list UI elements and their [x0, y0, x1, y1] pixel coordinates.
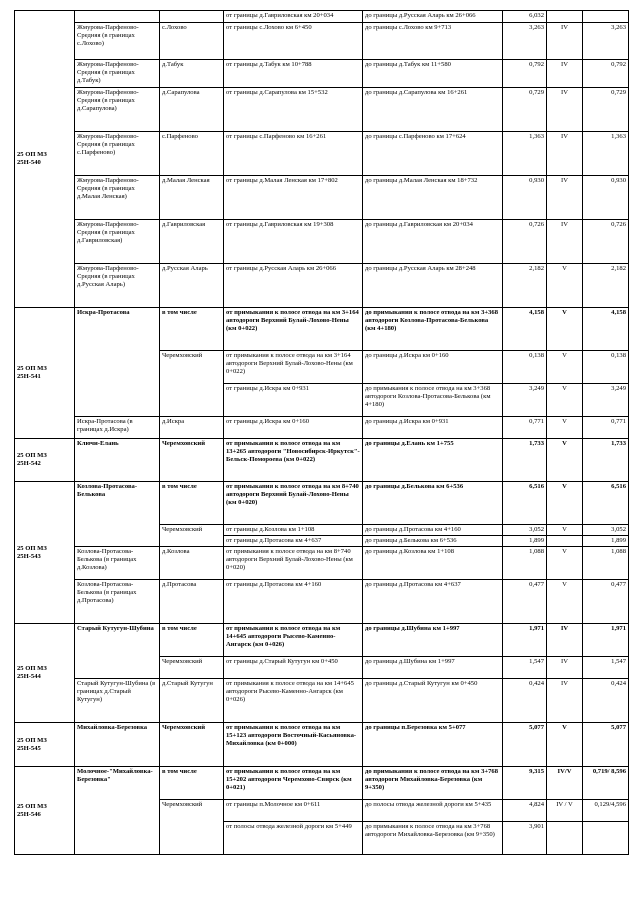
from-point-cell: от границы д.Искра км 0+160 [224, 417, 363, 439]
category-length-cell: 0,930 [583, 176, 629, 220]
category-cell: IV [547, 679, 583, 723]
table-row [15, 11, 629, 23]
to-point-cell: до границы д.Русская Аларь км 28+248 [363, 264, 503, 308]
table-row [15, 767, 629, 800]
settlement-cell: в том числе [160, 308, 224, 351]
table-row [15, 624, 629, 657]
road-name-cell: Жмурова-Парфеново-Средняя (в границах д.Малая Ленская) [75, 176, 160, 220]
category-cell: V [547, 580, 583, 624]
settlement-cell: с.Парфеново [160, 132, 224, 176]
to-point-cell: до примыкания к полосе отвода на км 3+368 автодороги Козлова-Протасова-Белькова (км 4+180) [363, 384, 503, 417]
category-length-cell: 0,792 [583, 60, 629, 88]
settlement-cell: д.Русская Аларь [160, 264, 224, 308]
from-point-cell: от примыкания к полосе отвода на км 14+645 автодороги Рысево-Каменно-Ангарск (км 0+026) [224, 679, 363, 723]
category-cell [547, 822, 583, 855]
settlement-cell: д.Протасова [160, 580, 224, 624]
from-point-cell: от примыкания к полосе отвода на км 14+645 автодороги Рысево-Каменно-Ангарск (км 0+026) [224, 624, 363, 657]
length-cell: 1,899 [503, 536, 547, 547]
table-row [15, 547, 629, 580]
table-row [15, 308, 629, 351]
table-row [15, 220, 629, 264]
settlement-cell: Черемховский [160, 439, 224, 482]
to-point-cell: до границы п.Березовка км 5+077 [363, 723, 503, 767]
from-point-cell: от примыкания к полосе отвода на км 3+164 автодороги Верхний Булай-Лохово-Нены (км 0+022) [224, 308, 363, 351]
category-cell: IV/V [547, 767, 583, 800]
to-point-cell: до границы с.Парфеново км 17+624 [363, 132, 503, 176]
from-point-cell: от примыкания к полосе отвода на км 15+202 автодороги Черемхово-Свирск (км 0+021) [224, 767, 363, 800]
to-point-cell: до примыкания к полосе отвода на км 3+368 автодороги Козлова-Протасова-Белькова (км 4+180) [363, 308, 503, 351]
to-point-cell: до границы с.Лохово км 9+713 [363, 23, 503, 60]
from-point-cell: от границы д.Козлова км 1+108 [224, 525, 363, 536]
category-cell: V [547, 439, 583, 482]
road-name-cell: Жмурова-Парфеново-Средняя (в границах с.Лохово) [75, 23, 160, 60]
road-code-cell: 25 ОП МЗ 25Н-543 [15, 482, 75, 624]
length-cell: 4,158 [503, 308, 547, 351]
category-length-cell: 3,263 [583, 23, 629, 60]
from-point-cell: от границы д.Русская Аларь км 26+066 [224, 264, 363, 308]
to-point-cell: до примыкания к полосе отвода на км 3+768 автодороги Михайловка-Березовка (км 9+350) [363, 822, 503, 855]
length-cell: 0,477 [503, 580, 547, 624]
settlement-cell: д.Малая Ленская [160, 176, 224, 220]
road-name-cell: Михайловка-Березовка [75, 723, 160, 767]
length-cell: 1,547 [503, 657, 547, 679]
settlement-cell: в том числе [160, 767, 224, 800]
category-cell: V [547, 482, 583, 525]
road-code-cell: 25 ОП МЗ 25Н-541 [15, 308, 75, 439]
length-cell: 9,315 [503, 767, 547, 800]
table-row [15, 723, 629, 767]
table-row [15, 439, 629, 482]
category-cell: V [547, 308, 583, 351]
from-point-cell: от границы д.Табук км 10+788 [224, 60, 363, 88]
table-row [15, 60, 629, 88]
settlement-cell: в том числе [160, 624, 224, 657]
to-point-cell: до границы д.Русская Аларь км 26+066 [363, 11, 503, 23]
category-length-cell: 2,182 [583, 264, 629, 308]
length-cell: 1,971 [503, 624, 547, 657]
road-code-cell: 25 ОП МЗ 25Н-544 [15, 624, 75, 723]
category-cell: IV [547, 60, 583, 88]
from-point-cell: от примыкания к полосе отвода на км 3+164 автодороги Верхний Булай-Лохово-Нены (км 0+022) [224, 351, 363, 384]
settlement-cell: д.Табук [160, 60, 224, 88]
table-row [15, 417, 629, 439]
category-length-cell: 1,363 [583, 132, 629, 176]
to-point-cell: до границы д.Табук км 11+580 [363, 60, 503, 88]
category-length-cell: 3,249 [583, 384, 629, 417]
table-row [15, 176, 629, 220]
from-point-cell: от примыкания к полосе отвода на км 15+123 автодороги Восточный-Касьяновка-Михайловка (км 0+000) [224, 723, 363, 767]
category-length-cell [583, 11, 629, 23]
category-cell: IV [547, 220, 583, 264]
category-length-cell [583, 822, 629, 855]
length-cell: 1,088 [503, 547, 547, 580]
category-cell: V [547, 525, 583, 536]
settlement-cell: Черемховский [160, 723, 224, 767]
length-cell: 0,930 [503, 176, 547, 220]
length-cell: 0,138 [503, 351, 547, 384]
length-cell: 3,901 [503, 822, 547, 855]
to-point-cell: до границы д.Козлова км 1+108 [363, 547, 503, 580]
length-cell: 2,182 [503, 264, 547, 308]
category-cell: IV [547, 657, 583, 679]
from-point-cell: от границы д.Гавриловская км 20+034 [224, 11, 363, 23]
category-length-cell: 0,771 [583, 417, 629, 439]
road-name-cell: Козлова-Протасова-Белькова (в границах д.Козлова) [75, 547, 160, 580]
road-name-cell: Жмурова-Парфеново-Средняя (в границах с.Парфеново) [75, 132, 160, 176]
category-length-cell: 1,971 [583, 624, 629, 657]
from-point-cell: от границы с.Парфеново км 16+261 [224, 132, 363, 176]
length-cell: 1,363 [503, 132, 547, 176]
length-cell: 0,771 [503, 417, 547, 439]
from-point-cell: от границы с.Лохово км 6+450 [224, 23, 363, 60]
road-name-cell: Жмурова-Парфеново-Средняя (в границах д.Табук) [75, 60, 160, 88]
category-cell: IV [547, 23, 583, 60]
category-cell: V [547, 264, 583, 308]
settlement-cell: Черемховский [160, 800, 224, 855]
to-point-cell: до границы д.Протасова км 4+637 [363, 580, 503, 624]
category-length-cell: 0,424 [583, 679, 629, 723]
length-cell: 4,824 [503, 800, 547, 822]
road-code-cell: 25 ОП МЗ 25Н-542 [15, 439, 75, 482]
category-cell: IV [547, 176, 583, 220]
length-cell: 0,729 [503, 88, 547, 132]
road-code-cell: 25 ОП МЗ 25Н-546 [15, 767, 75, 855]
to-point-cell: до границы д.Малая Ленская км 18+732 [363, 176, 503, 220]
category-length-cell: 1,547 [583, 657, 629, 679]
road-name-cell: Жмурова-Парфеново-Средняя (в границах д.Сарапулова) [75, 88, 160, 132]
settlement-cell: Черемховский [160, 657, 224, 679]
road-name-cell: Козлова-Протасова-Белькова (в границах д.Протасова) [75, 580, 160, 624]
from-point-cell: от примыкания к полосе отвода на км 8+740 автодороги Верхний Булай-Лохово-Нены (км 0+020) [224, 482, 363, 525]
category-cell: V [547, 547, 583, 580]
to-point-cell: до полосы отвода железной дороги км 5+435 [363, 800, 503, 822]
from-point-cell: от границы п.Молочное км 0+611 [224, 800, 363, 822]
category-cell: V [547, 723, 583, 767]
length-cell: 6,032 [503, 11, 547, 23]
length-cell: 0,424 [503, 679, 547, 723]
table-row [15, 23, 629, 60]
category-cell: IV [547, 88, 583, 132]
category-length-cell: 3,052 [583, 525, 629, 536]
from-point-cell: от примыкания к полосе отвода на км 8+740 автодороги Верхний Булай-Лохово-Нены (км 0+020) [224, 547, 363, 580]
to-point-cell: до границы д.Сарапулова км 16+261 [363, 88, 503, 132]
category-cell: IV [547, 132, 583, 176]
category-length-cell: 4,158 [583, 308, 629, 351]
from-point-cell: от границы д.Гавриловская км 19+308 [224, 220, 363, 264]
settlement-cell [160, 11, 224, 23]
category-length-cell: 0,719/ 8,596 [583, 767, 629, 800]
length-cell: 3,249 [503, 384, 547, 417]
settlement-cell: д.Старый Кутугун [160, 679, 224, 723]
road-name-cell: Ключи-Елань [75, 439, 160, 482]
settlement-cell: д.Сарапулова [160, 88, 224, 132]
to-point-cell: до примыкания к полосе отвода на км 3+768 автодороги Михайловка-Березовка (км 9+350) [363, 767, 503, 800]
to-point-cell: до границы д.Старый Кутугун км 0+450 [363, 679, 503, 723]
to-point-cell: до границы д.Искра км 0+160 [363, 351, 503, 384]
length-cell: 1,733 [503, 439, 547, 482]
category-length-cell: 5,077 [583, 723, 629, 767]
to-point-cell: до границы д.Шубина км 1+997 [363, 657, 503, 679]
length-cell: 6,516 [503, 482, 547, 525]
category-length-cell: 0,129/4,596 [583, 800, 629, 822]
settlement-cell: д.Искра [160, 417, 224, 439]
table-row [15, 482, 629, 525]
category-cell: V [547, 351, 583, 384]
table-body [15, 11, 629, 855]
to-point-cell: до границы д.Белькова км 6+536 [363, 536, 503, 547]
road-name-cell: Старый Кутугун-Шубина [75, 624, 160, 679]
road-code-cell: 25 ОП МЗ 25Н-545 [15, 723, 75, 767]
to-point-cell: до границы д.Гавриловская км 20+034 [363, 220, 503, 264]
category-length-cell: 0,477 [583, 580, 629, 624]
road-name-cell [75, 11, 160, 23]
category-cell [547, 536, 583, 547]
to-point-cell: до границы д.Елань км 1+755 [363, 439, 503, 482]
road-name-cell: Искра-Протасова [75, 308, 160, 417]
road-code-cell: 25 ОП МЗ 25Н-540 [15, 11, 75, 308]
category-length-cell: 0,138 [583, 351, 629, 384]
road-registry-table [14, 10, 629, 855]
from-point-cell: от границы д.Малая Ленская км 17+802 [224, 176, 363, 220]
to-point-cell: до границы д.Шубина км 1+997 [363, 624, 503, 657]
category-cell: V [547, 417, 583, 439]
category-length-cell: 0,726 [583, 220, 629, 264]
table-row [15, 88, 629, 132]
road-name-cell: Искра-Протасова (в границах д.Искра) [75, 417, 160, 439]
from-point-cell: от границы д.Старый Кутугун км 0+450 [224, 657, 363, 679]
from-point-cell: от границы д.Сарапулова км 15+532 [224, 88, 363, 132]
category-length-cell: 0,729 [583, 88, 629, 132]
to-point-cell: до границы д.Протасова км 4+160 [363, 525, 503, 536]
from-point-cell: от границы д.Протасова км 4+160 [224, 580, 363, 624]
settlement-cell: Черемховский [160, 525, 224, 547]
from-point-cell: от границы д.Протасова км 4+637 [224, 536, 363, 547]
length-cell: 3,263 [503, 23, 547, 60]
settlement-cell: д.Козлова [160, 547, 224, 580]
from-point-cell: от границы д.Искра км 0+931 [224, 384, 363, 417]
category-cell [547, 11, 583, 23]
settlement-cell: Черемховский [160, 351, 224, 417]
category-length-cell: 6,516 [583, 482, 629, 525]
category-length-cell: 1,899 [583, 536, 629, 547]
category-cell: V [547, 384, 583, 417]
to-point-cell: до границы д.Искра км 0+931 [363, 417, 503, 439]
table-row [15, 132, 629, 176]
length-cell: 0,726 [503, 220, 547, 264]
category-cell: IV [547, 624, 583, 657]
settlement-cell: д.Гавриловская [160, 220, 224, 264]
length-cell: 3,052 [503, 525, 547, 536]
table-row [15, 679, 629, 723]
to-point-cell: до границы д.Белькова км 6+536 [363, 482, 503, 525]
settlement-cell: в том числе [160, 482, 224, 525]
road-name-cell: Жмурова-Парфеново-Средняя (в границах д.Русская Аларь) [75, 264, 160, 308]
road-name-cell: Молочное-"Михайловка-Березовка" [75, 767, 160, 855]
from-point-cell: от полосы отвода железной дороги км 5+449 [224, 822, 363, 855]
road-name-cell: Жмурова-Парфеново-Средняя (в границах д.Гавриловская) [75, 220, 160, 264]
length-cell: 0,792 [503, 60, 547, 88]
category-cell: IV / V [547, 800, 583, 822]
from-point-cell: от примыкания к полосе отвода на км 13+265 автодороги "Новосибирск-Иркутск"-Бельск-Помороева (км 0+022) [224, 439, 363, 482]
road-name-cell: Козлова-Протасова-Белькова [75, 482, 160, 547]
settlement-cell: с.Лохово [160, 23, 224, 60]
table-row [15, 580, 629, 624]
category-length-cell: 1,733 [583, 439, 629, 482]
length-cell: 5,077 [503, 723, 547, 767]
road-name-cell: Старый Кутугун-Шубина (в границах д.Старый Кутугун) [75, 679, 160, 723]
category-length-cell: 1,088 [583, 547, 629, 580]
table-row [15, 264, 629, 308]
